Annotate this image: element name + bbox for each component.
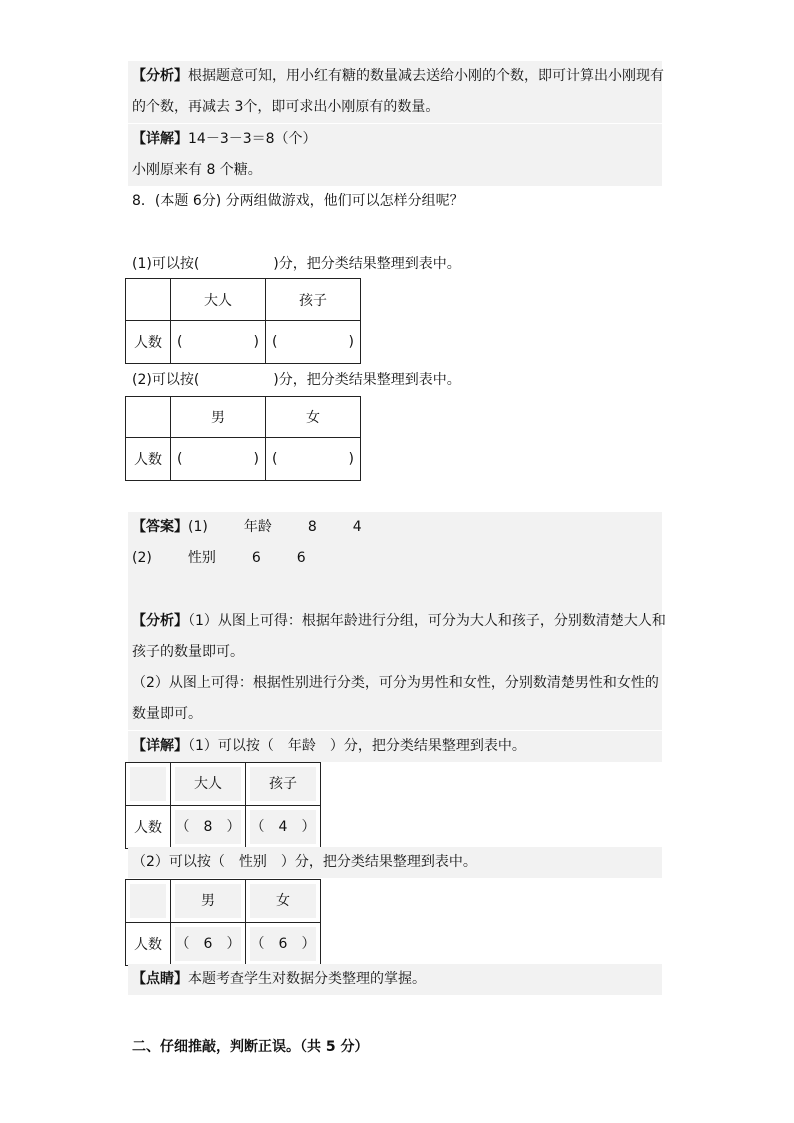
analysis-top-line1: 【分析】根据题意可知，用小红有糖的数量减去送给小刚的个数，即可计算出小刚现有: [132, 68, 664, 84]
table-value-male: （ 6 ）: [171, 923, 246, 966]
comment-line: 【点睛】本题考查学生对数据分类整理的掌握。: [132, 971, 426, 987]
analysis-line-2: 孩子的数量即可。: [132, 644, 244, 660]
table-corner-cell: [126, 763, 171, 806]
section-2-heading: 二、仔细推敲，判断正误。（共 5 分）: [132, 1039, 369, 1055]
table-row-label: 人数: [126, 321, 171, 364]
answer-block: [128, 512, 662, 608]
detail-block: [128, 731, 662, 762]
table-header-male: 男: [171, 397, 266, 438]
analysis-line-1: 【分析】（1）从图上可得：根据年龄进行分组，可分为大人和孩子，分别数清楚大人和: [132, 613, 666, 629]
table-corner-cell: [126, 279, 171, 321]
table-value-adult: （ 8 ）: [171, 806, 246, 849]
table-row-label: 人数: [126, 923, 171, 966]
table-header-adult: 大人: [171, 763, 246, 806]
analysis-block: [128, 606, 666, 730]
analysis-line-3: （2）从图上可得：根据性别进行分类，可分为男性和女性，分别数清楚男性和女性的: [132, 675, 659, 691]
question-table-2: [125, 396, 361, 481]
detail-top-block: [128, 124, 662, 186]
blank-cell: ( ): [266, 438, 361, 481]
table-row-label: 人数: [126, 806, 171, 849]
detail-top-formula: 【详解】14－3－3＝8（个）: [132, 131, 317, 147]
table-header-female: 女: [266, 397, 361, 438]
question-table-1: [125, 278, 361, 364]
detail-table-2: [125, 879, 321, 966]
comment-block: [128, 964, 662, 995]
analysis-top-block: [128, 61, 662, 123]
table-header-child: 孩子: [266, 279, 361, 321]
table-header-female: 女: [246, 880, 321, 923]
blank-cell: ( ): [171, 438, 266, 481]
answer-line-2: (2) 性别 6 6: [132, 550, 306, 566]
detail-block-2: [128, 847, 662, 878]
table-header-adult: 大人: [171, 279, 266, 321]
table-value-female: （ 6 ）: [246, 923, 321, 966]
detail-line-1: 【详解】（1）可以按（ 年龄 ）分，把分类结果整理到表中。: [132, 738, 526, 754]
detail-top-answer: 小刚原来有 8 个糖。: [132, 162, 262, 178]
analysis-line-4: 数量即可。: [132, 706, 202, 722]
table-header-child: 孩子: [246, 763, 321, 806]
table-row-label: 人数: [126, 438, 171, 481]
table-value-child: （ 4 ）: [246, 806, 321, 849]
table-corner-cell: [126, 397, 171, 438]
answer-line-1: 【答案】(1) 年龄 8 4: [132, 519, 362, 535]
table-header-male: 男: [171, 880, 246, 923]
blank-cell: ( ): [171, 321, 266, 364]
question-part1-prompt: (1)可以按( )分，把分类结果整理到表中。: [132, 256, 461, 272]
table-corner-cell: [126, 880, 171, 923]
blank-cell: ( ): [266, 321, 361, 364]
detail-line-2: （2）可以按（ 性别 ）分，把分类结果整理到表中。: [132, 854, 477, 870]
question-part2-prompt: (2)可以按( )分，把分类结果整理到表中。: [132, 372, 461, 388]
question-8-text: 8．(本题 6分) 分两组做游戏，他们可以怎样分组呢？: [132, 193, 464, 209]
detail-table-1: [125, 762, 321, 849]
analysis-top-line2: 的个数，再减去 3个，即可求出小刚原有的数量。: [132, 99, 440, 115]
